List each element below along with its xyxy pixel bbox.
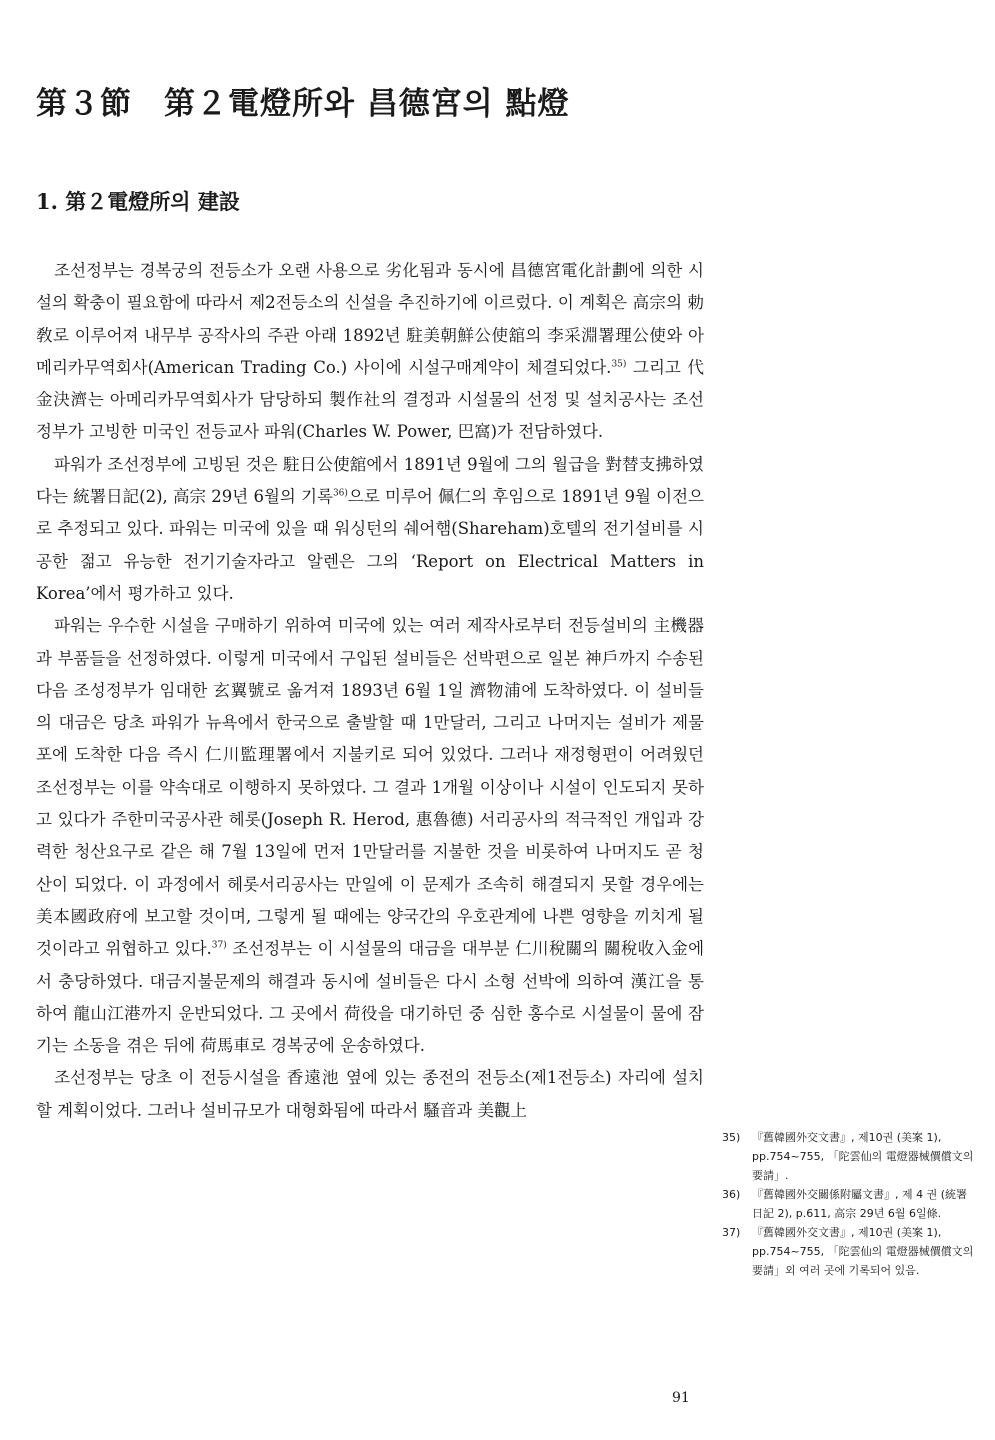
chapter-title: 第３節 第２電燈所와 昌德宮의 點燈: [36, 86, 570, 122]
footnote-37: 37) 『舊韓國外交文書』, 제10권 (美案 1), pp.754~755, 「陀雲仙의 電燈器械價償文의 要請」외 여러 곳에 기록되어 있음.: [722, 1226, 974, 1277]
footnote-ref-36: 36): [332, 488, 348, 499]
footnote-35: 35) 『舊韓國外交文書』, 제10권 (美案 1), pp.754~755, 「陀雲仙의 電燈器械價償文의 要請」.: [722, 1131, 974, 1182]
page-number: 91: [672, 1390, 690, 1406]
paragraph-2: 파워가 조선정부에 고빙된 것은 駐日公使舘에서 1891년 9월에 그의 월급을 對替支拂하였다는 統署日記(2), 高宗 29년 6월의 기록$^{36)}$으로 미루어 佩仁의 후임으로 1891년 9월 이전으로 추정되고 있다. 파워는 미국에 있을 때 워싱턴의 쉐어햄(Shareham)호텔의 전기설비를 시공한 젊고 유능한 전기기술자라고 알렌은 그의 ‘Report on Electrical Matters in Korea’에서 평가하고 있다.: [36, 454, 704, 603]
footnote-ref-37: 37): [211, 940, 227, 951]
section-title: 1. 第２電燈所의 建設: [36, 189, 240, 214]
footnote-36: 36) 『舊韓國外交關係附屬文書』, 제 4 권 (統署日記 2), p.611, 高宗 29년 6월 6일條.: [722, 1188, 968, 1220]
footnote-ref-35: 35): [611, 359, 627, 370]
footnotes: [722, 1128, 974, 1280]
body-text: [36, 255, 704, 1127]
paragraph-4: 조선정부는 당초 이 전등시설을 香遠池 옆에 있는 종전의 전등소(제1전등소) 자리에 설치할 계획이었다. 그러나 설비규모가 대형화됨에 따라서 騷音과 美觀上: [36, 1068, 704, 1120]
paragraph-1: 조선정부는 경복궁의 전등소가 오랜 사용으로 劣化됨과 동시에 昌德宮電化計劃에 의한 시설의 확충이 필요함에 따라서 제2전등소의 신설을 추진하기에 이르렀다. 이 계획은 高宗의 勅敎로 이루어져 내무부 공작사의 주관 아래 1892년 駐美朝鮮公使舘의 李采淵署理公使와 아메리카무역회사(American Trading Co.) 사이에 시설구매계약이 체결되었다.$^{35)}$ 그리고 代金決濟는 아메리카무역회사가 담당하되 製作社의 결정과 시설물의 선정 및 설치공사는 조선정부가 고빙한 미국인 전등교사 파워(Charles W. Power, 巴窩)가 전담하였다.: [36, 261, 704, 442]
paragraph-3: 파워는 우수한 시설을 구매하기 위하여 미국에 있는 여러 제작사로부터 전등설비의 主機器과 부품들을 선정하였다. 이렇게 미국에서 구입된 설비들은 선박편으로 일본 神戶까지 수송된 다음 조성정부가 임대한 玄翼號로 옮겨져 1893년 6월 1일 濟物浦에 도착하였다. 이 설비들의 대금은 당초 파워가 뉴욕에서 한국으로 출발할 때 1만달러, 그리고 나머지는 설비가 제물포에 도착한 다음 즉시 仁川監理署에서 지불키로 되어 있었다. 그러나 재정형편이 어려웠던 조선정부는 이를 약속대로 이행하지 못하였다. 그 결과 1개월 이상이나 시설이 인도되지 못하고 있다가 주한미국공사관 헤롯(Joseph R. Herod, 惠魯德) 서리공사의 적극적인 개입과 강력한 청산요구로 같은 해 7월 13일에 먼저 1만달러를 지불한 것을 비롯하여 나머지도 곧 청산이 되었다. 이 과정에서 헤롯서리공사는 만일에 이 문제가 조속히 해결되지 못할 경우에는 美本國政府에 보고할 것이며, 그렇게 될 때에는 양국간의 우호관계에 나쁜 영향을 끼치게 될 것이라고 위협하고 있다.$^{37)}$ 조선정부는 이 시설물의 대금을 대부분 仁川稅關의 關稅收入金에서 충당하였다. 대금지불문제의 해결과 동시에 설비들은 다시 소형 선박에 의하여 漢江을 통하여 龍山江港까지 운반되었다. 그 곳에서 荷役을 대기하던 중 심한 홍수로 시설물이 물에 잠기는 소동을 겪은 뒤에 荷馬車로 경복궁에 운송하였다.: [36, 616, 705, 1056]
